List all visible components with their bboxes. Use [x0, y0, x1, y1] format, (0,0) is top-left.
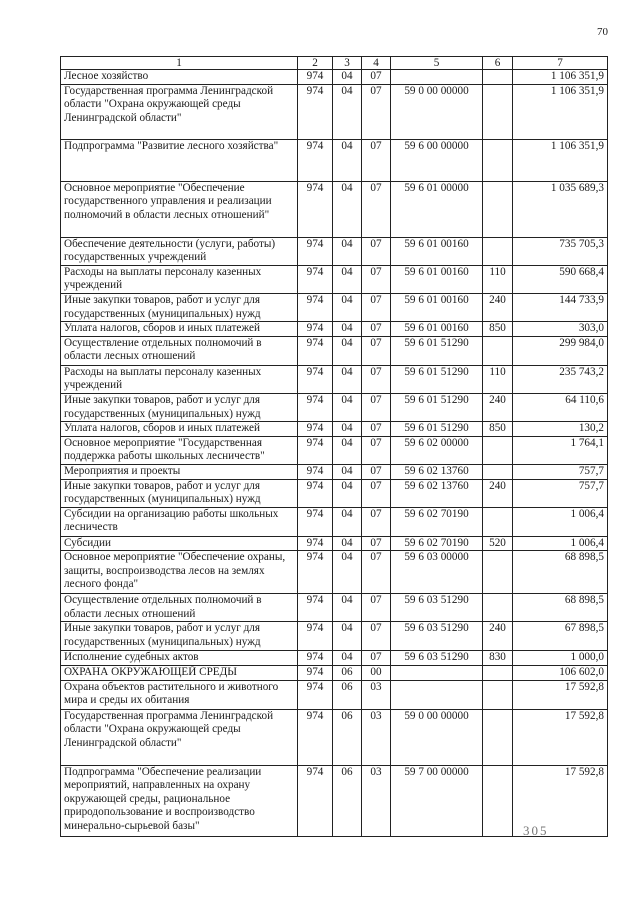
- expense-type-code: 110: [483, 265, 513, 293]
- item-name: Основное мероприятие "Обеспечение охраны, защиты, воспроизводства лесов на землях лесного фонда": [61, 551, 298, 594]
- table-row: [61, 322, 608, 337]
- amount: 735 705,3: [513, 237, 608, 265]
- section-code: 04: [333, 536, 362, 551]
- table-row: [61, 479, 608, 507]
- amount: 17 592,8: [513, 765, 608, 836]
- grbs-code: 974: [298, 666, 333, 681]
- grbs-code: 974: [298, 393, 333, 421]
- table-row: [61, 139, 608, 181]
- table-row: [61, 181, 608, 237]
- amount: 144 733,9: [513, 293, 608, 321]
- amount: 590 668,4: [513, 265, 608, 293]
- expense-type-code: 240: [483, 293, 513, 321]
- expense-type-code: 240: [483, 479, 513, 507]
- amount: 17 592,8: [513, 680, 608, 709]
- item-name: Субсидии: [61, 536, 298, 551]
- table-body: [61, 70, 608, 837]
- item-name: Охрана объектов растительного и животного мира и среды их обитания: [61, 680, 298, 709]
- expense-type-code: [483, 336, 513, 365]
- expense-type-code: 830: [483, 651, 513, 666]
- table-row: [61, 680, 608, 709]
- column-header: 6: [483, 57, 513, 70]
- section-code: 04: [333, 365, 362, 393]
- section-code: 04: [333, 336, 362, 365]
- item-name: Лесное хозяйство: [61, 70, 298, 85]
- item-name: Обеспечение деятельности (услуги, работы) государственных учреждений: [61, 237, 298, 265]
- grbs-code: 974: [298, 436, 333, 464]
- target-article-code: 59 7 00 00000: [391, 765, 483, 836]
- grbs-code: 974: [298, 464, 333, 479]
- subsection-code: 03: [362, 765, 391, 836]
- section-code: 04: [333, 422, 362, 437]
- table-row: [61, 594, 608, 622]
- subsection-code: 07: [362, 293, 391, 321]
- grbs-code: 974: [298, 479, 333, 507]
- expense-type-code: [483, 709, 513, 765]
- grbs-code: 974: [298, 139, 333, 181]
- grbs-code: 974: [298, 765, 333, 836]
- expense-type-code: [483, 765, 513, 836]
- amount: 64 110,6: [513, 393, 608, 421]
- target-article-code: 59 6 02 00000: [391, 436, 483, 464]
- item-name: Государственная программа Ленинградской области "Охрана окружающей среды Ленинградской области": [61, 709, 298, 765]
- item-name: Расходы на выплаты персоналу казенных учреждений: [61, 365, 298, 393]
- section-code: 04: [333, 551, 362, 594]
- grbs-code: 974: [298, 365, 333, 393]
- grbs-code: 974: [298, 293, 333, 321]
- subsection-code: 07: [362, 393, 391, 421]
- subsection-code: 07: [362, 436, 391, 464]
- expense-type-code: [483, 181, 513, 237]
- grbs-code: 974: [298, 594, 333, 622]
- table-row: [61, 651, 608, 666]
- expense-type-code: [483, 70, 513, 85]
- amount: 299 984,0: [513, 336, 608, 365]
- item-name: Субсидии на организацию работы школьных лесничеств: [61, 507, 298, 536]
- target-article-code: [391, 666, 483, 681]
- item-name: Иные закупки товаров, работ и услуг для государственных (муниципальных) нужд: [61, 393, 298, 421]
- column-header: 4: [362, 57, 391, 70]
- expense-type-code: [483, 84, 513, 139]
- expense-type-code: [483, 551, 513, 594]
- subsection-code: 07: [362, 507, 391, 536]
- subsection-code: 07: [362, 536, 391, 551]
- subsection-code: 07: [362, 237, 391, 265]
- target-article-code: 59 6 03 51290: [391, 622, 483, 651]
- table-row: [61, 237, 608, 265]
- section-code: 04: [333, 507, 362, 536]
- item-name: Уплата налогов, сборов и иных платежей: [61, 422, 298, 437]
- table-row: [61, 507, 608, 536]
- item-name: Иные закупки товаров, работ и услуг для государственных (муниципальных) нужд: [61, 293, 298, 321]
- grbs-code: 974: [298, 651, 333, 666]
- item-name: Основное мероприятие "Обеспечение государственного управления и реализации полномочий в области лесных отношений": [61, 181, 298, 237]
- section-code: 04: [333, 651, 362, 666]
- target-article-code: 59 6 02 13760: [391, 464, 483, 479]
- section-code: 04: [333, 479, 362, 507]
- column-header: 1: [61, 57, 298, 70]
- target-article-code: 59 6 00 00000: [391, 139, 483, 181]
- table-row: [61, 293, 608, 321]
- expense-type-code: 850: [483, 422, 513, 437]
- table-row: [61, 422, 608, 437]
- target-article-code: 59 6 01 00000: [391, 181, 483, 237]
- subsection-code: 07: [362, 84, 391, 139]
- section-code: 04: [333, 393, 362, 421]
- subsection-code: 07: [362, 181, 391, 237]
- amount: 303,0: [513, 322, 608, 337]
- section-code: 04: [333, 594, 362, 622]
- subsection-code: 07: [362, 479, 391, 507]
- target-article-code: 59 6 01 51290: [391, 336, 483, 365]
- page-stamp: 305: [523, 823, 549, 838]
- target-article-code: 59 6 03 51290: [391, 651, 483, 666]
- amount: 1 106 351,9: [513, 139, 608, 181]
- amount: 235 743,2: [513, 365, 608, 393]
- section-code: 04: [333, 464, 362, 479]
- subsection-code: 07: [362, 336, 391, 365]
- expense-type-code: [483, 139, 513, 181]
- section-code: 04: [333, 322, 362, 337]
- amount: 130,2: [513, 422, 608, 437]
- amount: 1 006,4: [513, 536, 608, 551]
- page-number: 70: [597, 26, 608, 38]
- item-name: Мероприятия и проекты: [61, 464, 298, 479]
- item-name: Государственная программа Ленинградской области "Охрана окружающей среды Ленинградской области": [61, 84, 298, 139]
- target-article-code: 59 6 01 00160: [391, 293, 483, 321]
- subsection-code: 07: [362, 464, 391, 479]
- expense-type-code: 240: [483, 393, 513, 421]
- expense-type-code: 240: [483, 622, 513, 651]
- amount: 1 000,0: [513, 651, 608, 666]
- amount: 757,7: [513, 464, 608, 479]
- grbs-code: 974: [298, 70, 333, 85]
- target-article-code: [391, 680, 483, 709]
- table-row: [61, 84, 608, 139]
- target-article-code: 59 0 00 00000: [391, 709, 483, 765]
- table-row: [61, 265, 608, 293]
- grbs-code: 974: [298, 237, 333, 265]
- expense-type-code: [483, 237, 513, 265]
- amount: 757,7: [513, 479, 608, 507]
- grbs-code: 974: [298, 709, 333, 765]
- subsection-code: 07: [362, 422, 391, 437]
- grbs-code: 974: [298, 536, 333, 551]
- item-name: Расходы на выплаты персоналу казенных учреждений: [61, 265, 298, 293]
- target-article-code: 59 6 01 51290: [391, 365, 483, 393]
- item-name: ОХРАНА ОКРУЖАЮЩЕЙ СРЕДЫ: [61, 666, 298, 681]
- table-row: [61, 551, 608, 594]
- section-code: 04: [333, 70, 362, 85]
- subsection-code: 07: [362, 139, 391, 181]
- table-row: [61, 622, 608, 651]
- target-article-code: 59 6 03 00000: [391, 551, 483, 594]
- section-code: 06: [333, 765, 362, 836]
- subsection-code: 03: [362, 680, 391, 709]
- section-code: 04: [333, 139, 362, 181]
- subsection-code: 07: [362, 551, 391, 594]
- section-code: 04: [333, 436, 362, 464]
- subsection-code: 07: [362, 70, 391, 85]
- subsection-code: 07: [362, 651, 391, 666]
- section-code: 06: [333, 666, 362, 681]
- subsection-code: 07: [362, 265, 391, 293]
- item-name: Уплата налогов, сборов и иных платежей: [61, 322, 298, 337]
- table-row: [61, 70, 608, 85]
- amount: 1 764,1: [513, 436, 608, 464]
- section-code: 04: [333, 622, 362, 651]
- amount: 68 898,5: [513, 594, 608, 622]
- column-number-row: [61, 57, 608, 70]
- expense-type-code: [483, 464, 513, 479]
- grbs-code: 974: [298, 336, 333, 365]
- column-header: 7: [513, 57, 608, 70]
- grbs-code: 974: [298, 422, 333, 437]
- item-name: Иные закупки товаров, работ и услуг для государственных (муниципальных) нужд: [61, 622, 298, 651]
- table-row: [61, 536, 608, 551]
- budget-table: [60, 56, 608, 837]
- target-article-code: 59 6 02 13760: [391, 479, 483, 507]
- target-article-code: 59 6 01 00160: [391, 237, 483, 265]
- amount: 1 006,4: [513, 507, 608, 536]
- amount: 68 898,5: [513, 551, 608, 594]
- expense-type-code: [483, 680, 513, 709]
- section-code: 04: [333, 84, 362, 139]
- target-article-code: 59 0 00 00000: [391, 84, 483, 139]
- subsection-code: 07: [362, 622, 391, 651]
- section-code: 04: [333, 181, 362, 237]
- grbs-code: 974: [298, 507, 333, 536]
- table-row: [61, 336, 608, 365]
- section-code: 04: [333, 293, 362, 321]
- target-article-code: 59 6 01 51290: [391, 422, 483, 437]
- expense-type-code: 520: [483, 536, 513, 551]
- item-name: Осуществление отдельных полномочий в области лесных отношений: [61, 594, 298, 622]
- table-row: [61, 436, 608, 464]
- item-name: Исполнение судебных актов: [61, 651, 298, 666]
- expense-type-code: 110: [483, 365, 513, 393]
- column-header: 2: [298, 57, 333, 70]
- subsection-code: 07: [362, 322, 391, 337]
- target-article-code: 59 6 03 51290: [391, 594, 483, 622]
- target-article-code: 59 6 02 70190: [391, 536, 483, 551]
- grbs-code: 974: [298, 181, 333, 237]
- subsection-code: 07: [362, 594, 391, 622]
- target-article-code: 59 6 01 51290: [391, 393, 483, 421]
- item-name: Подпрограмма "Обеспечение реализации мероприятий, направленных на охрану окружающей среды, рациональное природопользование и воспроизводство минерально-сырьевой базы": [61, 765, 298, 836]
- expense-type-code: [483, 436, 513, 464]
- subsection-code: 07: [362, 365, 391, 393]
- section-code: 06: [333, 680, 362, 709]
- item-name: Осуществление отдельных полномочий в области лесных отношений: [61, 336, 298, 365]
- grbs-code: 974: [298, 84, 333, 139]
- table-row: [61, 464, 608, 479]
- amount: 17 592,8: [513, 709, 608, 765]
- section-code: 04: [333, 265, 362, 293]
- table-row: [61, 365, 608, 393]
- amount: 1 106 351,9: [513, 84, 608, 139]
- table-row: [61, 666, 608, 681]
- table-row: [61, 709, 608, 765]
- expense-type-code: [483, 507, 513, 536]
- target-article-code: 59 6 01 00160: [391, 322, 483, 337]
- item-name: Иные закупки товаров, работ и услуг для государственных (муниципальных) нужд: [61, 479, 298, 507]
- grbs-code: 974: [298, 622, 333, 651]
- amount: 1 035 689,3: [513, 181, 608, 237]
- table-row: [61, 393, 608, 421]
- expense-type-code: 850: [483, 322, 513, 337]
- amount: 106 602,0: [513, 666, 608, 681]
- target-article-code: [391, 70, 483, 85]
- amount: 1 106 351,9: [513, 70, 608, 85]
- target-article-code: 59 6 02 70190: [391, 507, 483, 536]
- column-header: 3: [333, 57, 362, 70]
- subsection-code: 03: [362, 709, 391, 765]
- target-article-code: 59 6 01 00160: [391, 265, 483, 293]
- grbs-code: 974: [298, 265, 333, 293]
- grbs-code: 974: [298, 322, 333, 337]
- expense-type-code: [483, 666, 513, 681]
- column-header: 5: [391, 57, 483, 70]
- grbs-code: 974: [298, 680, 333, 709]
- expense-type-code: [483, 594, 513, 622]
- grbs-code: 974: [298, 551, 333, 594]
- subsection-code: 00: [362, 666, 391, 681]
- section-code: 04: [333, 237, 362, 265]
- item-name: Основное мероприятие "Государственная поддержка работы школьных лесничеств": [61, 436, 298, 464]
- section-code: 06: [333, 709, 362, 765]
- item-name: Подпрограмма "Развитие лесного хозяйства": [61, 139, 298, 181]
- amount: 67 898,5: [513, 622, 608, 651]
